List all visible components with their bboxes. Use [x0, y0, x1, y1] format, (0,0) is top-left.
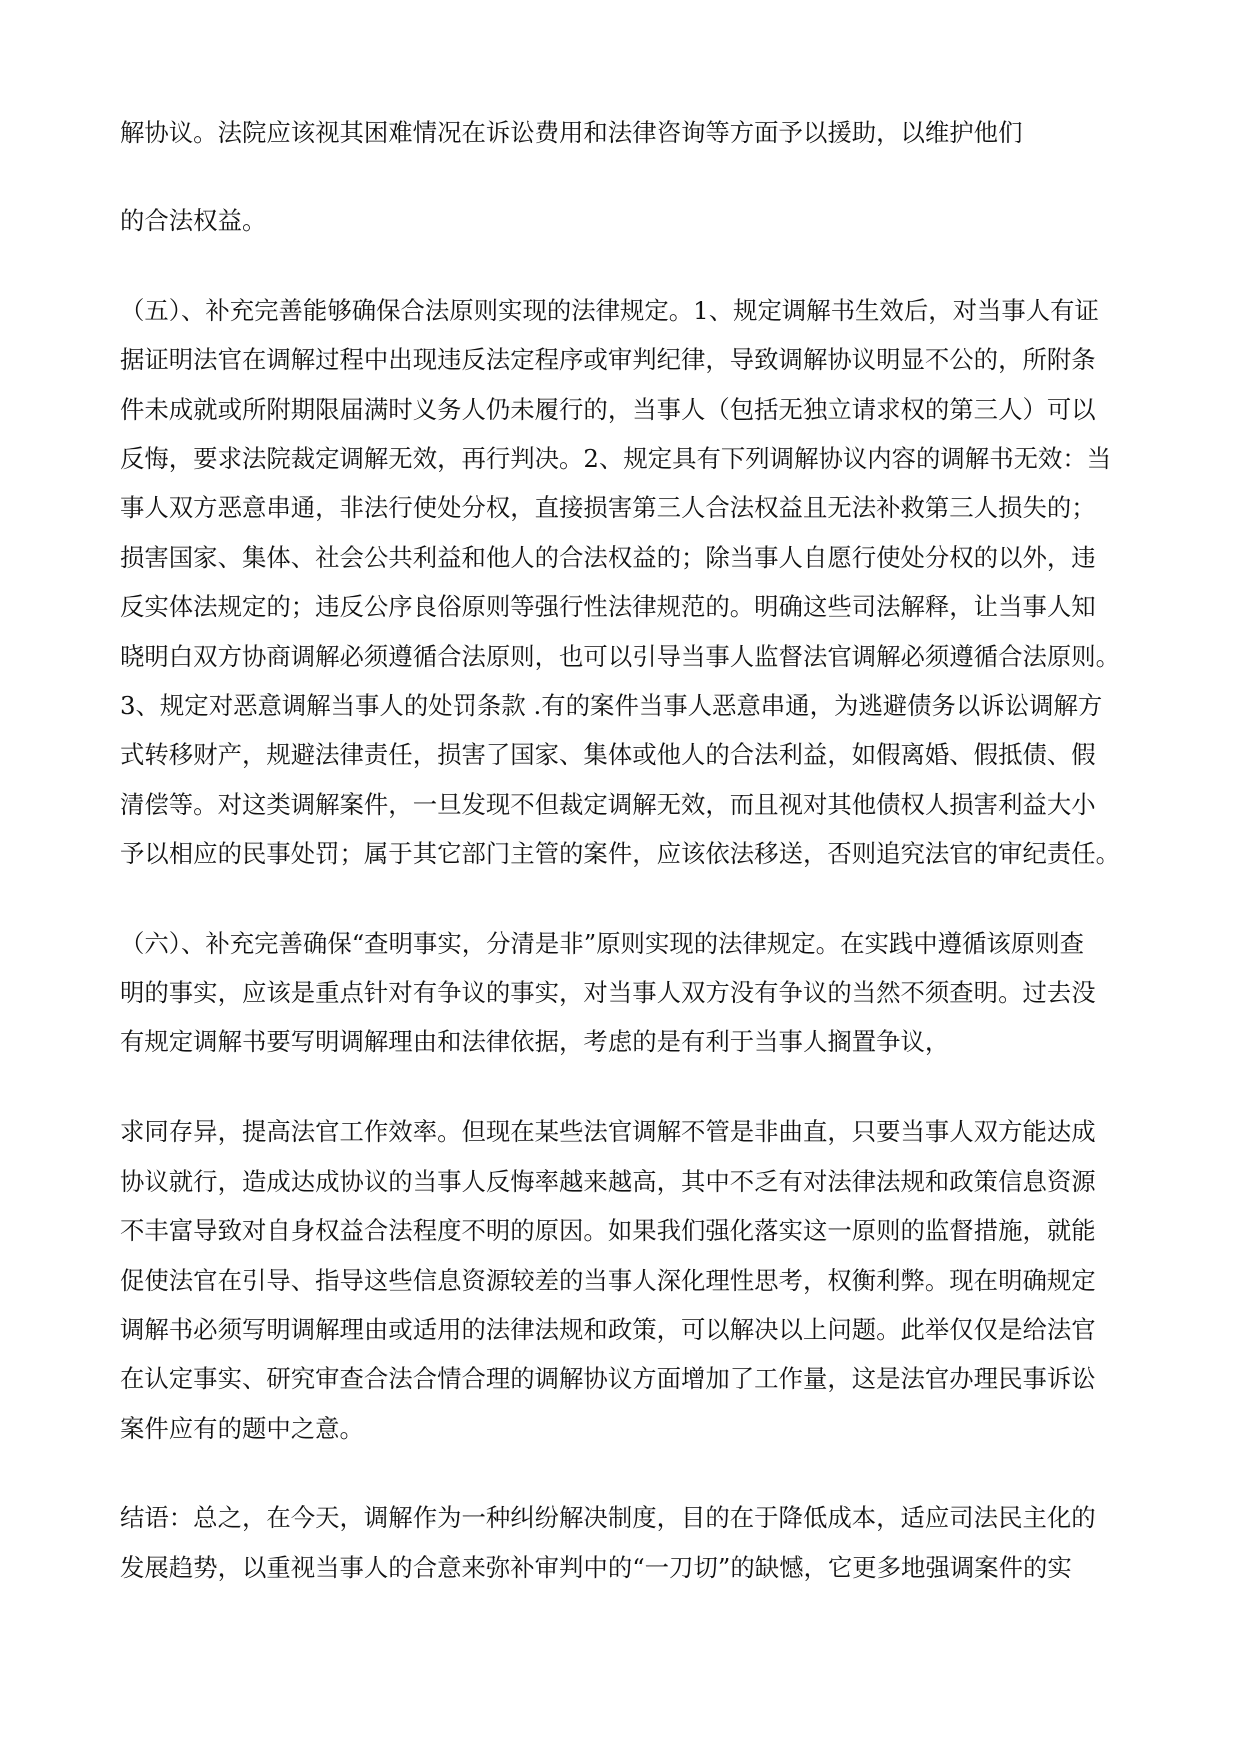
text-line: 晓明白双方协商调解必须遵循合法原则，也可以引导当事人监督法官调解必须遵循合法原则。 [120, 642, 1120, 671]
text-line: 促使法官在引导、指导这些信息资源较差的当事人深化理性思考，权衡利弊。现在明确规定 [120, 1266, 1096, 1295]
text-line: 清偿等。对这类调解案件，一旦发现不但裁定调解无效，而且视对其他债权人损害利益大小 [120, 790, 1096, 819]
text-line: 反实体法规定的；违反公序良俗原则等强行性法律规范的。明确这些司法解释，让当事人知 [120, 592, 1096, 621]
text-line: 解协议。法院应该视其困难情况在诉讼费用和法律咨询等方面予以援助，以维护他们 [120, 118, 1023, 147]
text-line: 损害国家、集体、社会公共利益和他人的合法权益的；除当事人自愿行使处分权的以外，违 [120, 543, 1096, 572]
text-line: 协议就行，造成达成协议的当事人反悔率越来越高，其中不乏有对法律法规和政策信息资源 [120, 1167, 1096, 1196]
text-line: 反悔，要求法院裁定调解无效，再行判决。2、规定具有下列调解协议内容的调解书无效：当 [120, 444, 1112, 473]
text-line: 不丰富导致对自身权益合法程度不明的原因。如果我们强化落实这一原则的监督措施，就能 [120, 1216, 1096, 1245]
text-line: 明的事实，应该是重点针对有争议的事实，对当事人双方没有争议的当然不须查明。过去没 [120, 978, 1096, 1007]
text-line: 求同存异，提高法官工作效率。但现在某些法官调解不管是非曲直，只要当事人双方能达成 [120, 1117, 1096, 1146]
text-line: 予以相应的民事处罚；属于其它部门主管的案件，应该依法移送，否则追究法官的审纪责任。 [120, 839, 1120, 868]
text-line: 案件应有的题中之意。 [120, 1414, 364, 1443]
text-line: 调解书必须写明调解理由或适用的法律法规和政策，可以解决以上问题。此举仅仅是给法官 [120, 1315, 1096, 1344]
text-line: 发展趋势，以重视当事人的合意来弥补审判中的“一刀切”的缺憾，它更多地强调案件的实 [120, 1553, 1072, 1582]
text-line: 的合法权益。 [120, 206, 267, 235]
text-line: 事人双方恶意串通，非法行使处分权，直接损害第三人合法权益且无法补救第三人损失的； [120, 493, 1096, 522]
text-line: 结语：总之，在今天，调解作为一种纠纷解决制度，目的在于降低成本，适应司法民主化的 [120, 1503, 1096, 1532]
text-line: 式转移财产，规避法律责任，损害了国家、集体或他人的合法利益，如假离婚、假抵债、假 [120, 740, 1096, 769]
text-line: 在认定事实、研究审查合法合情合理的调解协议方面增加了工作量，这是法官办理民事诉讼 [120, 1364, 1096, 1393]
text-line: 有规定调解书要写明调解理由和法律依据，考虑的是有利于当事人搁置争议， [120, 1027, 950, 1056]
text-line: 3、规定对恶意调解当事人的处罚条款 .有的案件当事人恶意串通，为逃避债务以诉讼调解方 [120, 691, 1103, 720]
text-line: 据证明法官在调解过程中出现违反法定程序或审判纪律，导致调解协议明显不公的，所附条 [120, 345, 1096, 374]
text-line: （五）、补充完善能够确保合法原则实现的法律规定。1、规定调解书生效后，对当事人有证 [120, 296, 1099, 325]
text-line: 件未成就或所附期限届满时义务人仍未履行的，当事人（包括无独立请求权的第三人）可以 [120, 395, 1096, 424]
text-line: （六）、补充完善确保“查明事实，分清是非”原则实现的法律规定。在实践中遵循该原则查 [120, 929, 1084, 958]
